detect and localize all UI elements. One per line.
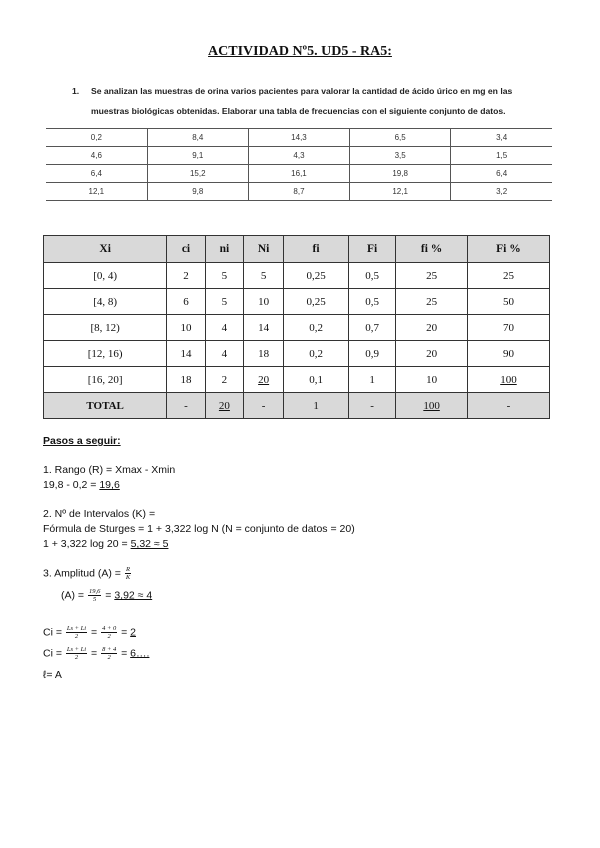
freq-cell [205, 263, 243, 289]
freq-cell-value: 20 [426, 321, 438, 334]
freq-cell-value: 0,7 [365, 321, 379, 334]
page-title: ACTIVIDAD Nº5. UD5 - RA5: [208, 44, 392, 59]
freq-cell [348, 367, 395, 393]
freq-total-cell [284, 393, 349, 419]
freq-cell-value: 2 [183, 269, 189, 282]
freq-row [44, 289, 550, 315]
freq-cell-value: 25 [426, 295, 438, 308]
freq-header-cell: ni [205, 236, 243, 263]
ci2-eq2: = [118, 647, 131, 660]
data-table-cell: 8,7 [248, 183, 349, 201]
freq-cell-value: 4 [221, 321, 228, 334]
data-table-row [46, 129, 552, 147]
freq-cell-value: [4, 8) [93, 295, 118, 308]
freq-cell [244, 263, 284, 289]
ci2-vden: 2 [107, 654, 111, 661]
step3-calc-fraction [88, 588, 101, 603]
freq-cell [396, 367, 468, 393]
step1-calc-text: 19,8 - 0,2 = [43, 479, 100, 491]
data-table-cell: 3,4 [451, 129, 552, 147]
step3-result: 3,92 ≈ 4 [114, 589, 153, 602]
ci1-formula-fraction [66, 625, 87, 640]
freq-cell-value: 1 [369, 373, 375, 386]
step2-title: 2. Nº de Intervalos (K) = [43, 508, 156, 520]
data-table-cell: 15,2 [147, 165, 248, 183]
data-table-cell: 4,6 [46, 147, 147, 165]
freq-cell [205, 367, 243, 393]
data-table-cell: 6,4 [451, 165, 552, 183]
ci1-eq: = [88, 626, 101, 639]
data-table-cell: 3,5 [350, 147, 451, 165]
ci2-eq: = [88, 647, 101, 660]
ci1-vden: 2 [107, 633, 111, 640]
step3-calc-den: 5 [93, 596, 97, 603]
ci2-line [43, 646, 149, 661]
step3-title [43, 566, 132, 581]
freq-cell-value: 0,5 [365, 269, 379, 282]
data-table-cell: 6,5 [350, 129, 451, 147]
freq-cell [284, 341, 349, 367]
steps-heading: Pasos a seguir: [43, 435, 121, 447]
freq-cell [44, 367, 167, 393]
ci1-lhs: Ci = [43, 626, 65, 639]
freq-cell [348, 341, 395, 367]
freq-cell-value: 100 [500, 373, 517, 386]
freq-total-value: 1 [313, 399, 319, 412]
freq-cell-value: 70 [502, 321, 514, 334]
freq-cell [467, 289, 549, 315]
step2-result: 5,32 ≈ 5 [130, 538, 169, 550]
ci1-num: Ls + Li [66, 625, 87, 632]
freq-total-value: 100 [423, 399, 440, 412]
data-table-cell: 9,8 [147, 183, 248, 201]
freq-cell [167, 263, 205, 289]
freq-cell-value: 2 [221, 373, 228, 386]
freq-cell-value: 25 [502, 269, 514, 282]
data-table-cell: 14,3 [248, 129, 349, 147]
data-table-cell: 12,1 [350, 183, 451, 201]
freq-cell [348, 289, 395, 315]
data-table-cell: 1,5 [451, 147, 552, 165]
freq-cell-value: 50 [502, 295, 514, 308]
freq-cell [167, 341, 205, 367]
freq-cell [284, 263, 349, 289]
freq-cell [396, 341, 468, 367]
freq-cell [284, 315, 349, 341]
step1-calc [43, 478, 120, 493]
freq-cell-value: 4 [221, 347, 228, 360]
data-table-row [46, 147, 552, 165]
step3-calc-num: 19,6 [88, 588, 101, 595]
freq-cell [167, 367, 205, 393]
data-table-cell: 16,1 [248, 165, 349, 183]
freq-cell-value: [16, 20] [87, 373, 123, 386]
freq-cell [44, 315, 167, 341]
freq-header-cell: Xi [44, 236, 167, 263]
data-table-cell: 4,3 [248, 147, 349, 165]
freq-total-cell [244, 393, 284, 419]
freq-total-cell [348, 393, 395, 419]
freq-cell-value: 18 [258, 347, 270, 360]
freq-total-cell [205, 393, 243, 419]
freq-cell [44, 263, 167, 289]
ci2-lhs: Ci = [43, 647, 65, 660]
freq-row [44, 315, 550, 341]
step1-title: 1. Rango (R) = Xmax - Xmin [43, 464, 176, 476]
freq-cell-value: 0,2 [309, 321, 323, 334]
freq-total-cell [396, 393, 468, 419]
step3-title-text: 3. Amplitud (A) = [43, 567, 124, 580]
freq-cell [467, 263, 549, 289]
data-table-cell: 6,4 [46, 165, 147, 183]
freq-cell-value: 5 [221, 269, 228, 282]
freq-total-value: - [184, 399, 188, 412]
freq-row [44, 263, 550, 289]
data-table-row [46, 183, 552, 201]
freq-cell-value: 0,5 [365, 295, 379, 308]
ci2-num: Ls + Li [66, 646, 87, 653]
freq-header-cell: Fi [348, 236, 395, 263]
step3-calc [61, 588, 152, 603]
freq-cell [348, 263, 395, 289]
ci2-formula-fraction [66, 646, 87, 661]
data-table-cell: 9,1 [147, 147, 248, 165]
freq-cell [396, 263, 468, 289]
freq-row [44, 341, 550, 367]
freq-cell [167, 315, 205, 341]
step2-calc-text: 1 + 3,322 log 20 = [43, 538, 131, 550]
freq-cell-value: 10 [426, 373, 438, 386]
freq-cell [44, 289, 167, 315]
freq-cell-value: 20 [258, 373, 270, 386]
step3-fraction-num: R [126, 566, 130, 573]
freq-cell [44, 341, 167, 367]
freq-row [44, 367, 550, 393]
freq-cell-value: 0,25 [306, 269, 326, 282]
freq-cell-value: 6 [183, 295, 189, 308]
step1-result: 19,6 [99, 479, 120, 491]
freq-cell-value: 0,1 [309, 373, 323, 386]
data-table-cell: 12,1 [46, 183, 147, 201]
freq-cell [167, 289, 205, 315]
freq-cell-value: 10 [258, 295, 270, 308]
ci1-eq2: = [118, 626, 131, 639]
step2-calc [43, 537, 168, 552]
last-line: ℓ= A [43, 669, 62, 681]
question-number: 1. [72, 86, 80, 96]
freq-header-cell: fi [284, 236, 349, 263]
step3-calc-eq: = [102, 589, 115, 602]
freq-total-cell [44, 393, 167, 419]
freq-cell-value: [8, 12) [90, 321, 120, 334]
freq-cell-value: 14 [180, 347, 192, 360]
data-table-cell: 0,2 [46, 129, 147, 147]
freq-cell [396, 289, 468, 315]
step3-fraction-den: K [125, 574, 131, 581]
freq-cell [467, 367, 549, 393]
freq-total-value: TOTAL [86, 399, 124, 412]
freq-cell [284, 367, 349, 393]
ci1-vnum: 4 + 0 [102, 625, 117, 632]
freq-cell [244, 289, 284, 315]
data-table-cell: 19,8 [350, 165, 451, 183]
freq-cell-value: 10 [180, 321, 192, 334]
freq-cell [348, 315, 395, 341]
step3-calc-lhs: (A) = [61, 589, 87, 602]
freq-cell-value: 0,25 [306, 295, 326, 308]
freq-cell [244, 315, 284, 341]
freq-cell-value: 5 [221, 295, 228, 308]
data-table-cell: 8,4 [147, 129, 248, 147]
step2-formula: Fórmula de Sturges = 1 + 3,322 log N (N = conjunto de datos = 20) [43, 523, 355, 535]
freq-cell [205, 341, 243, 367]
ci2-den: 2 [74, 654, 79, 661]
ci1-result: 2 [130, 626, 137, 639]
freq-total-value: - [261, 399, 266, 412]
freq-cell [205, 315, 243, 341]
freq-cell-value: 0,2 [309, 347, 323, 360]
freq-cell-value: 20 [426, 347, 438, 360]
freq-total-value: 20 [218, 399, 230, 412]
freq-cell-value: 5 [260, 269, 267, 282]
freq-cell-value: [0, 4) [93, 269, 118, 282]
freq-total-row [44, 393, 550, 419]
freq-cell [467, 341, 549, 367]
freq-header-cell: Ni [244, 236, 284, 263]
ci2-value-fraction [101, 646, 117, 661]
freq-cell-value: 0,9 [365, 347, 379, 360]
freq-header-cell: fi % [396, 236, 468, 263]
ci1-line [43, 625, 136, 640]
freq-header-cell: Fi % [467, 236, 549, 263]
freq-total-cell [167, 393, 205, 419]
ci2-result: 6…. [130, 647, 150, 660]
freq-total-value: - [370, 399, 374, 412]
frequency-table [43, 235, 550, 419]
freq-cell-value: 90 [502, 347, 514, 360]
freq-total-value: - [506, 399, 511, 412]
freq-cell-value: 14 [258, 321, 270, 334]
step3-fraction [125, 566, 131, 581]
ci1-den: 2 [74, 633, 79, 640]
freq-cell-value: 18 [180, 373, 192, 386]
freq-cell [396, 315, 468, 341]
freq-cell-value: 25 [426, 269, 438, 282]
ci2-vnum: 8 + 4 [102, 646, 117, 653]
data-table-row [46, 165, 552, 183]
freq-cell-value: [12, 16) [87, 347, 123, 360]
ci1-value-fraction [101, 625, 117, 640]
freq-cell [244, 341, 284, 367]
freq-cell [205, 289, 243, 315]
freq-cell [284, 289, 349, 315]
data-table [46, 128, 552, 201]
question-block [72, 81, 552, 121]
question-text: Se analizan las muestras de orina varios pacientes para valorar la cantidad de ácido úrico en mg en las muestras biológicas obtenidas. Elaborar una tabla de frecuencias con el siguiente conjunto de datos. [91, 86, 513, 116]
freq-header-cell: ci [167, 236, 205, 263]
freq-cell [467, 315, 549, 341]
freq-total-cell [467, 393, 549, 419]
freq-cell [244, 367, 284, 393]
data-table-cell: 3,2 [451, 183, 552, 201]
